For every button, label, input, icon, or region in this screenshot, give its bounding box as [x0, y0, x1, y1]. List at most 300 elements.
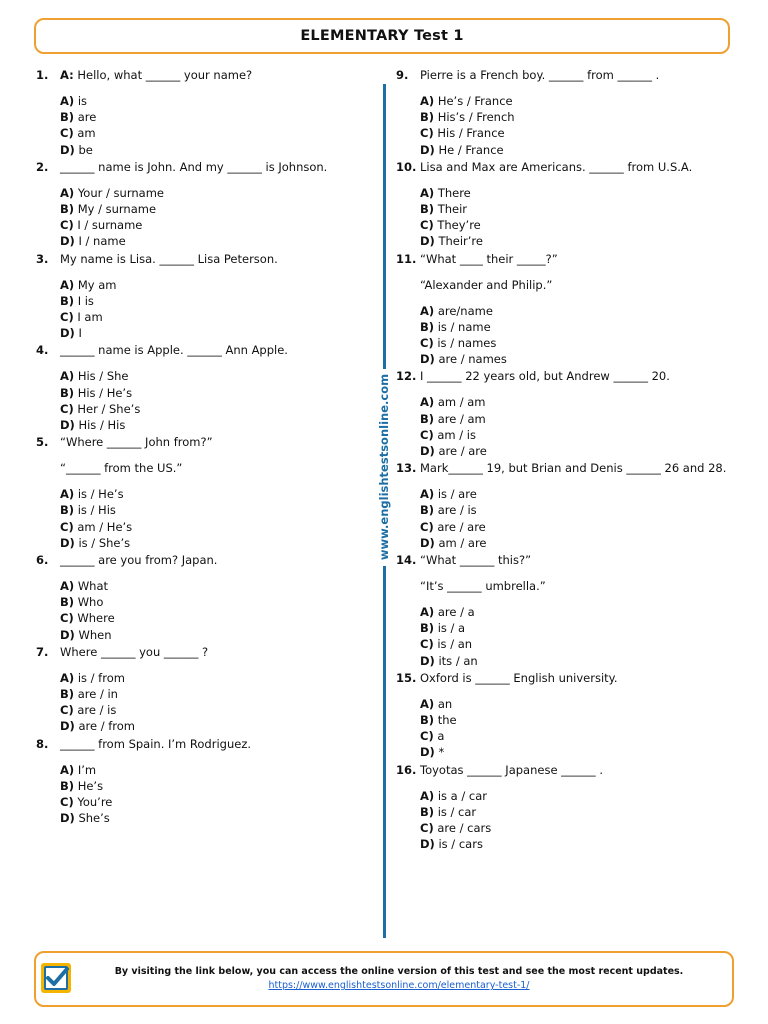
option-letter: A) — [420, 696, 435, 711]
question-prompt: “What ______ this?” — [420, 553, 532, 568]
question-text — [420, 67, 716, 83]
option-text: is / a — [437, 621, 466, 636]
answer-option[interactable] — [420, 712, 716, 728]
question-prompt: Oxford is ______ English university. — [420, 670, 618, 685]
answer-option[interactable] — [60, 109, 356, 125]
answer-option[interactable] — [420, 427, 716, 443]
option-text: His / He’s — [77, 385, 133, 400]
option-text: He’s / France — [437, 94, 513, 108]
option-text: I’m — [77, 762, 97, 777]
option-letter: B) — [60, 110, 75, 125]
option-letter: D) — [60, 326, 75, 341]
page-title: ELEMENTARY Test 1 — [300, 28, 464, 44]
question-text — [60, 159, 356, 175]
question-item — [36, 551, 356, 643]
speaker-prefix: A: — [60, 68, 74, 82]
option-text: are / from — [78, 719, 136, 734]
question-number: 12. — [396, 369, 417, 384]
answer-options — [420, 394, 716, 459]
option-letter: A) — [60, 762, 75, 777]
answer-option[interactable] — [60, 718, 356, 734]
question-item — [36, 735, 356, 827]
answer-option[interactable] — [420, 696, 716, 712]
question-prompt: Toyotas ______ Japanese ______ . — [420, 762, 603, 777]
option-letter: C) — [60, 519, 74, 534]
option-text: My am — [77, 277, 117, 292]
question-number: 13. — [396, 461, 417, 476]
option-letter: B) — [420, 503, 435, 518]
answer-options — [420, 185, 716, 250]
question-item — [36, 643, 356, 735]
answer-option[interactable] — [420, 303, 716, 319]
answer-options — [60, 486, 356, 551]
answer-options — [60, 93, 356, 158]
option-letter: D) — [420, 745, 435, 760]
option-letter: D) — [60, 418, 75, 433]
option-text: Who — [77, 595, 104, 610]
option-text: am / is — [437, 427, 476, 442]
option-text: He’s — [77, 778, 104, 793]
answer-option[interactable] — [420, 653, 716, 669]
answer-option[interactable] — [60, 670, 356, 686]
option-text: are / cars — [437, 821, 492, 836]
question-row — [396, 761, 716, 778]
answer-option[interactable] — [60, 535, 356, 551]
option-letter: A) — [60, 487, 75, 502]
question-prompt: Hello, what ______ your name? — [77, 68, 253, 82]
option-letter: D) — [420, 653, 435, 668]
footer-box — [34, 951, 734, 1007]
answer-option[interactable] — [60, 325, 356, 341]
answer-option[interactable] — [420, 335, 716, 351]
option-letter: D) — [420, 837, 435, 852]
question-item — [396, 669, 716, 761]
answer-option[interactable] — [420, 820, 716, 836]
answer-options — [420, 486, 716, 551]
answer-option[interactable] — [60, 686, 356, 702]
answer-options — [420, 696, 716, 761]
answer-option[interactable] — [60, 702, 356, 718]
option-text: is a / car — [437, 788, 487, 803]
answer-option[interactable] — [420, 233, 716, 249]
question-text — [60, 434, 356, 450]
question-number: 5. — [36, 435, 49, 450]
option-text: is / name — [437, 319, 491, 334]
answer-option[interactable] — [60, 778, 356, 794]
option-text: an — [437, 696, 453, 711]
question-row — [36, 341, 356, 358]
option-text: When — [78, 627, 112, 642]
answer-option[interactable] — [420, 502, 716, 518]
answer-option[interactable] — [420, 728, 716, 744]
option-text: am / He’s — [77, 519, 133, 534]
answer-option[interactable] — [60, 578, 356, 594]
question-text — [60, 67, 356, 83]
question-number: 6. — [36, 553, 49, 568]
question-number: 16. — [396, 762, 417, 777]
option-text: are / are — [437, 519, 486, 534]
question-item — [396, 367, 716, 459]
question-text — [60, 342, 356, 358]
answer-option[interactable] — [420, 804, 716, 820]
answer-option[interactable] — [420, 185, 716, 201]
answer-option[interactable] — [420, 636, 716, 652]
option-text: am / are — [438, 535, 487, 550]
option-text: * — [438, 745, 445, 760]
option-letter: D) — [60, 234, 75, 249]
question-number: 15. — [396, 670, 417, 685]
question-item — [396, 158, 716, 250]
option-letter: D) — [420, 234, 435, 249]
option-letter: C) — [60, 611, 74, 626]
option-letter: A) — [60, 277, 75, 292]
option-letter: C) — [60, 218, 74, 233]
option-letter: A) — [420, 94, 435, 108]
answer-option[interactable] — [420, 394, 716, 410]
option-text: is / names — [437, 336, 497, 351]
answer-options — [60, 185, 356, 250]
option-text: Your / surname — [77, 185, 164, 200]
answer-option[interactable] — [60, 762, 356, 778]
option-text: is / His — [77, 503, 116, 518]
option-text: Where — [77, 611, 115, 626]
answer-options — [420, 604, 716, 669]
option-letter: C) — [420, 729, 434, 744]
question-row — [36, 158, 356, 175]
option-letter: B) — [60, 778, 75, 793]
question-number: 9. — [396, 68, 409, 82]
question-prompt: I ______ 22 years old, but Andrew ______ 20. — [420, 369, 670, 384]
answer-option[interactable] — [420, 93, 716, 109]
question-row — [36, 643, 356, 660]
option-text: What — [77, 579, 109, 594]
option-text: is — [77, 94, 87, 108]
answer-options — [420, 788, 716, 853]
question-row — [396, 551, 716, 568]
question-item — [36, 158, 356, 250]
option-letter: C) — [60, 401, 74, 416]
option-text: He / France — [438, 142, 504, 157]
side-website-url: www.englishtestsonline.com — [377, 373, 391, 561]
answer-option[interactable] — [60, 142, 356, 158]
answer-option[interactable] — [60, 810, 356, 826]
option-letter: A) — [60, 369, 75, 384]
option-letter: A) — [60, 94, 75, 108]
option-text: His’s / French — [437, 110, 515, 125]
answer-options — [60, 670, 356, 735]
question-number: 1. — [36, 68, 49, 82]
question-reply-line: “It’s ______ umbrella.” — [420, 579, 546, 594]
answer-option[interactable] — [420, 351, 716, 367]
answer-option[interactable] — [420, 142, 716, 158]
option-text: are/name — [437, 303, 493, 318]
option-text: its / an — [438, 653, 478, 668]
question-prompt: ______ from Spain. I’m Rodriguez. — [60, 736, 252, 751]
option-text: are / in — [77, 687, 118, 702]
option-letter: C) — [60, 795, 74, 810]
answer-options — [420, 93, 716, 158]
option-text: are / are — [438, 444, 487, 459]
question-row — [36, 551, 356, 568]
question-item — [36, 341, 356, 433]
question-item — [396, 459, 727, 551]
question-row — [36, 433, 356, 450]
answer-option[interactable] — [60, 486, 356, 502]
option-text: My / surname — [77, 202, 157, 217]
option-letter: B) — [420, 202, 435, 217]
option-text: I / name — [78, 234, 126, 249]
question-row — [36, 66, 356, 83]
option-letter: D) — [60, 719, 75, 734]
answer-options — [60, 368, 356, 433]
option-letter: A) — [420, 487, 435, 502]
answer-option[interactable] — [60, 502, 356, 518]
option-letter: D) — [420, 142, 435, 157]
option-letter: A) — [420, 185, 435, 200]
question-prompt: My name is Lisa. ______ Lisa Peterson. — [60, 251, 278, 266]
question-text — [420, 762, 716, 778]
answer-option[interactable] — [420, 604, 716, 620]
option-letter: C) — [420, 218, 434, 233]
answer-option[interactable] — [420, 744, 716, 760]
question-text — [60, 251, 356, 267]
question-number: 10. — [396, 159, 417, 174]
question-row — [396, 158, 716, 175]
option-letter: B) — [420, 319, 435, 334]
option-text: His / His — [78, 418, 126, 433]
answer-option[interactable] — [420, 535, 716, 551]
question-number: 8. — [36, 736, 49, 751]
question-item — [396, 66, 716, 158]
question-number: 14. — [396, 553, 417, 568]
answer-option[interactable] — [60, 401, 356, 417]
option-text: I — [78, 326, 82, 341]
option-letter: C) — [420, 126, 434, 141]
question-number: 2. — [36, 159, 49, 174]
option-letter: D) — [420, 444, 435, 459]
option-text: is / are — [437, 487, 477, 502]
answer-options — [60, 277, 356, 342]
question-row — [396, 459, 727, 476]
question-number: 4. — [36, 343, 49, 358]
option-letter: B) — [420, 621, 435, 636]
question-row — [396, 669, 716, 686]
option-text: His / France — [437, 126, 505, 141]
question-item — [396, 551, 716, 669]
answer-option[interactable] — [60, 594, 356, 610]
answer-options — [60, 762, 356, 827]
answer-option[interactable] — [60, 385, 356, 401]
option-text: am / am — [437, 395, 486, 410]
question-prompt: Pierre is a French boy. ______ from ______ . — [420, 68, 660, 82]
answer-options — [420, 303, 716, 368]
option-text: are / am — [437, 411, 486, 426]
option-letter: C) — [420, 637, 434, 652]
answer-option[interactable] — [420, 411, 716, 427]
question-prompt: “Where ______ John from?” — [60, 435, 213, 450]
option-text: is / an — [437, 637, 473, 652]
option-text: are / is — [437, 503, 477, 518]
answer-option[interactable] — [60, 125, 356, 141]
option-text: are / is — [77, 703, 117, 718]
left-question-column — [36, 66, 356, 827]
answer-option[interactable] — [60, 794, 356, 810]
option-letter: D) — [60, 811, 75, 826]
answer-option[interactable] — [60, 627, 356, 643]
answer-option[interactable] — [420, 201, 716, 217]
option-text: is / He’s — [77, 487, 124, 502]
option-text: be — [78, 142, 93, 157]
question-prompt: “What ____ their _____?” — [420, 251, 558, 266]
question-item — [36, 433, 356, 551]
answer-option[interactable] — [60, 233, 356, 249]
option-letter: B) — [60, 293, 75, 308]
option-letter: B) — [420, 713, 435, 728]
option-letter: C) — [420, 519, 434, 534]
right-question-column — [396, 66, 727, 853]
question-prompt: ______ are you from? Japan. — [60, 553, 218, 568]
question-item — [36, 250, 356, 342]
option-text: are / a — [437, 605, 475, 620]
option-text: the — [437, 713, 457, 728]
question-text — [420, 251, 716, 267]
option-text: a — [437, 729, 445, 744]
question-prompt: Lisa and Max are Americans. ______ from U.S.A. — [420, 159, 693, 174]
question-prompt: Mark______ 19, but Brian and Denis ______ 26 and 28. — [420, 461, 727, 476]
answer-option[interactable] — [420, 443, 716, 459]
option-letter: A) — [60, 579, 75, 594]
option-letter: B) — [420, 110, 435, 125]
question-text — [60, 644, 356, 660]
answer-option[interactable] — [60, 293, 356, 309]
question-text — [60, 736, 356, 752]
answer-option[interactable] — [420, 788, 716, 804]
option-letter: C) — [60, 703, 74, 718]
question-text — [420, 159, 716, 175]
question-item — [36, 66, 356, 158]
option-letter: B) — [420, 411, 435, 426]
footer-note: By visiting the link below, you can access the online version of this test and see the most recent updates. — [114, 966, 684, 977]
option-text: They’re — [437, 218, 481, 233]
answer-option[interactable] — [420, 125, 716, 141]
answer-option[interactable] — [420, 109, 716, 125]
option-text: is / cars — [438, 837, 483, 852]
answer-option[interactable] — [60, 201, 356, 217]
question-number: 7. — [36, 644, 49, 659]
option-text: am — [77, 126, 96, 141]
answer-option[interactable] — [420, 486, 716, 502]
answer-option[interactable] — [60, 309, 356, 325]
answer-option[interactable] — [420, 519, 716, 535]
option-text: I is — [77, 293, 94, 308]
answer-options — [60, 578, 356, 643]
option-text: I am — [77, 310, 103, 325]
option-letter: B) — [60, 503, 75, 518]
answer-option[interactable] — [60, 368, 356, 384]
answer-option[interactable] — [60, 217, 356, 233]
option-letter: D) — [60, 142, 75, 157]
option-letter: B) — [60, 687, 75, 702]
question-text — [420, 670, 716, 686]
option-text: are — [77, 110, 97, 125]
answer-option[interactable] — [420, 620, 716, 636]
option-text: is / She’s — [78, 535, 131, 550]
answer-option[interactable] — [420, 319, 716, 335]
column-divider-bottom — [383, 566, 386, 938]
option-text: are / names — [438, 352, 507, 367]
question-row — [36, 735, 356, 752]
question-row — [396, 250, 716, 267]
answer-option[interactable] — [60, 610, 356, 626]
option-letter: D) — [60, 627, 75, 642]
question-row — [36, 250, 356, 267]
option-text: Their’re — [438, 234, 483, 249]
option-text: She’s — [78, 811, 110, 826]
option-text: I / surname — [77, 218, 143, 233]
question-row — [396, 367, 716, 384]
question-text — [420, 460, 726, 476]
question-number: 3. — [36, 251, 49, 266]
answer-option[interactable] — [60, 417, 356, 433]
option-letter: B) — [420, 804, 435, 819]
question-item — [396, 761, 716, 853]
option-text: His / She — [77, 369, 129, 384]
option-letter: B) — [60, 385, 75, 400]
option-letter: C) — [420, 427, 434, 442]
option-letter: D) — [420, 535, 435, 550]
option-letter: C) — [420, 336, 434, 351]
title-box — [34, 18, 730, 54]
footer-link[interactable]: https://www.englishtestsonline.com/elementary-test-1/ — [268, 980, 530, 991]
option-letter: C) — [60, 126, 74, 141]
option-letter: A) — [420, 605, 435, 620]
question-prompt: ______ name is Apple. ______ Ann Apple. — [60, 343, 288, 358]
column-divider-top — [383, 84, 386, 369]
option-letter: A) — [420, 303, 435, 318]
answer-option[interactable] — [60, 185, 356, 201]
option-letter: A) — [60, 185, 75, 200]
answer-option[interactable] — [420, 836, 716, 852]
option-letter: B) — [60, 595, 75, 610]
option-text: Their — [437, 202, 467, 217]
option-letter: C) — [420, 821, 434, 836]
option-text: is / car — [437, 804, 477, 819]
question-reply-line: “______ from the US.” — [60, 461, 183, 476]
option-letter: A) — [420, 395, 435, 410]
question-item — [396, 250, 716, 368]
option-letter: A) — [420, 788, 435, 803]
question-number: 11. — [396, 251, 417, 266]
option-text: You’re — [77, 795, 113, 810]
question-prompt: ______ name is John. And my ______ is Johnson. — [60, 159, 328, 174]
question-reply-line: “Alexander and Philip.” — [420, 277, 553, 292]
question-text — [420, 368, 716, 384]
answer-option[interactable] — [60, 277, 356, 293]
answer-option[interactable] — [60, 93, 356, 109]
question-text — [420, 552, 716, 568]
option-text: There — [437, 185, 471, 200]
option-letter: D) — [60, 535, 75, 550]
answer-option[interactable] — [420, 217, 716, 233]
option-letter: B) — [60, 202, 75, 217]
option-letter: C) — [60, 310, 74, 325]
answer-option[interactable] — [60, 519, 356, 535]
option-letter: A) — [60, 670, 75, 685]
question-text — [60, 552, 356, 568]
question-prompt: Where ______ you ______ ? — [60, 644, 209, 659]
option-text: Her / She’s — [77, 401, 141, 416]
option-letter: D) — [420, 352, 435, 367]
